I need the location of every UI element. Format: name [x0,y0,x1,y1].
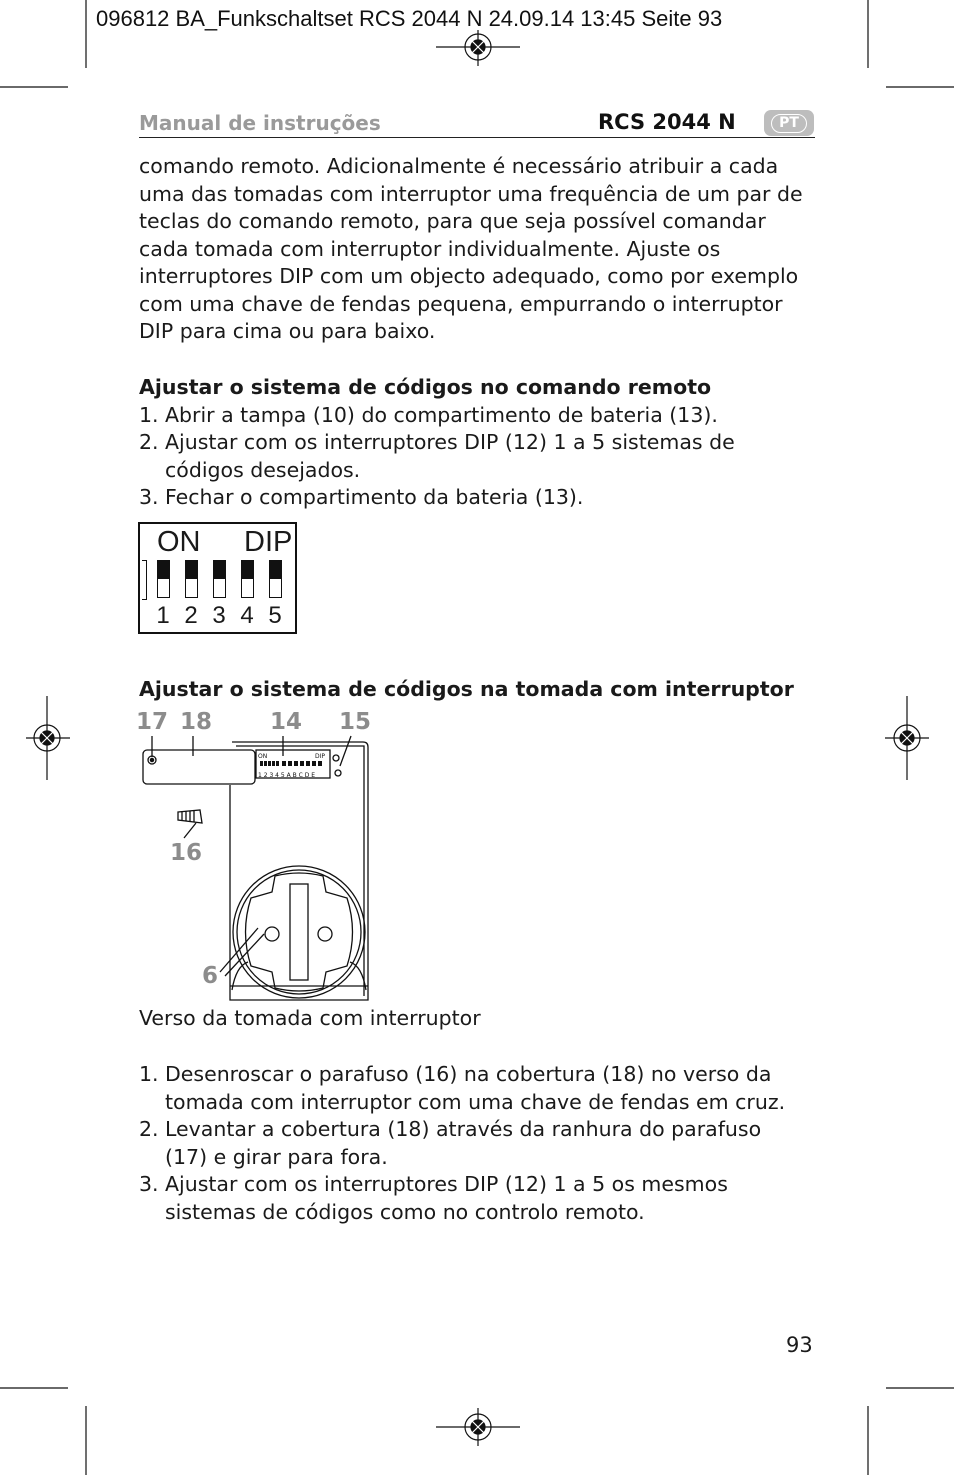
callout-14: 14 [270,709,303,735]
mini-dip-label: DIP [315,753,326,760]
list-item [139,1061,829,1116]
diagram-caption: Verso da tomada com interruptor [139,1006,481,1030]
mini-dip-numbers: 1 2 3 4 5 A B C D E [258,772,316,779]
registration-mark-left [26,696,70,780]
list-number: 3. [139,1172,159,1196]
list-text: Fechar o compartimento da bateria (13). [165,485,584,509]
list-text: Abrir a tampa (10) do compartimento de bateria (13). [165,402,718,427]
list-text: Ajustar com os interruptores DIP (12) 1 a 5 os mesmos sistemas de códigos como no controlo remoto. [165,1172,728,1224]
language-badge [764,110,814,136]
callout-18: 18 [180,709,213,735]
dip-housing-edge [142,560,147,600]
list-item [139,1116,799,1171]
list-text: Levantar a cobertura (18) através da ranhura do parafuso (17) e girar para fora. [165,1117,762,1169]
registration-mark-bottom [436,1408,520,1446]
print-slug: 096812 BA_Funkschaltset RCS 2044 N 24.09.14 13:45 Seite 93 [96,6,723,31]
dip-switch [213,560,226,598]
socket-diagram [130,700,390,1005]
list-number: 2. [139,430,159,454]
dip-switch [157,560,170,598]
language-code: PT [771,114,807,133]
list-text: Ajustar com os interruptores DIP (12) 1 a 5 sistemas de códigos desejados. [165,430,735,482]
list-number: 2. [139,1117,159,1141]
dip-on-label: ON [157,526,201,558]
dip-switch [269,560,282,598]
dip-switch-number: 3 [212,602,226,629]
section-socket-steps [139,1061,829,1226]
callout-16: 16 [170,840,203,866]
mini-dip-on: ON [258,753,268,760]
dip-switch [241,560,254,598]
list-number: 1. [139,402,159,427]
dip-label: DIP [244,526,293,558]
callout-6: 6 [202,963,219,989]
section-socket-heading: Ajustar o sistema de códigos na tomada com interruptor [139,677,794,701]
list-item [139,429,789,484]
list-number: 3. [139,485,159,509]
intro-paragraph: comando remoto. Adicionalmente é necessário atribuir a cada uma das tomadas com interruptor uma frequência de um par de teclas do comando remoto, para que seja possível comandar cada tomada com interruptor individualmente. Ajuste os interruptores DIP com um objecto adequado, como por exemplo com uma chave de fendas pequena, empurrando o interruptor DIP para cima ou para baixo. [139,154,803,343]
callout-15: 15 [339,709,372,735]
dip-switch-number: 2 [184,602,198,629]
list-text: Desenroscar o parafuso (16) na cobertura (18) no verso da tomada com interruptor com uma chave de fendas em cruz. [165,1062,786,1114]
dip-switch-number: 5 [268,602,282,629]
section-remote-heading: Ajustar o sistema de códigos no comando remoto [139,375,712,399]
dip-switch-number: 1 [156,602,170,629]
list-number: 1. [139,1062,159,1086]
header-manual-title: Manual de instruções [139,111,381,135]
dip-switch [185,560,198,598]
registration-mark-right [885,696,929,780]
list-item [139,402,829,430]
registration-mark-top [436,30,520,66]
list-item [139,484,829,512]
header-rule [139,137,815,138]
page-number: 93 [786,1333,813,1357]
callout-17: 17 [136,709,169,735]
dip-switch-diagram [138,522,297,634]
header-model: RCS 2044 N [598,110,736,134]
list-item [139,1171,779,1226]
dip-switch-number: 4 [240,602,254,629]
section-remote [139,374,829,512]
